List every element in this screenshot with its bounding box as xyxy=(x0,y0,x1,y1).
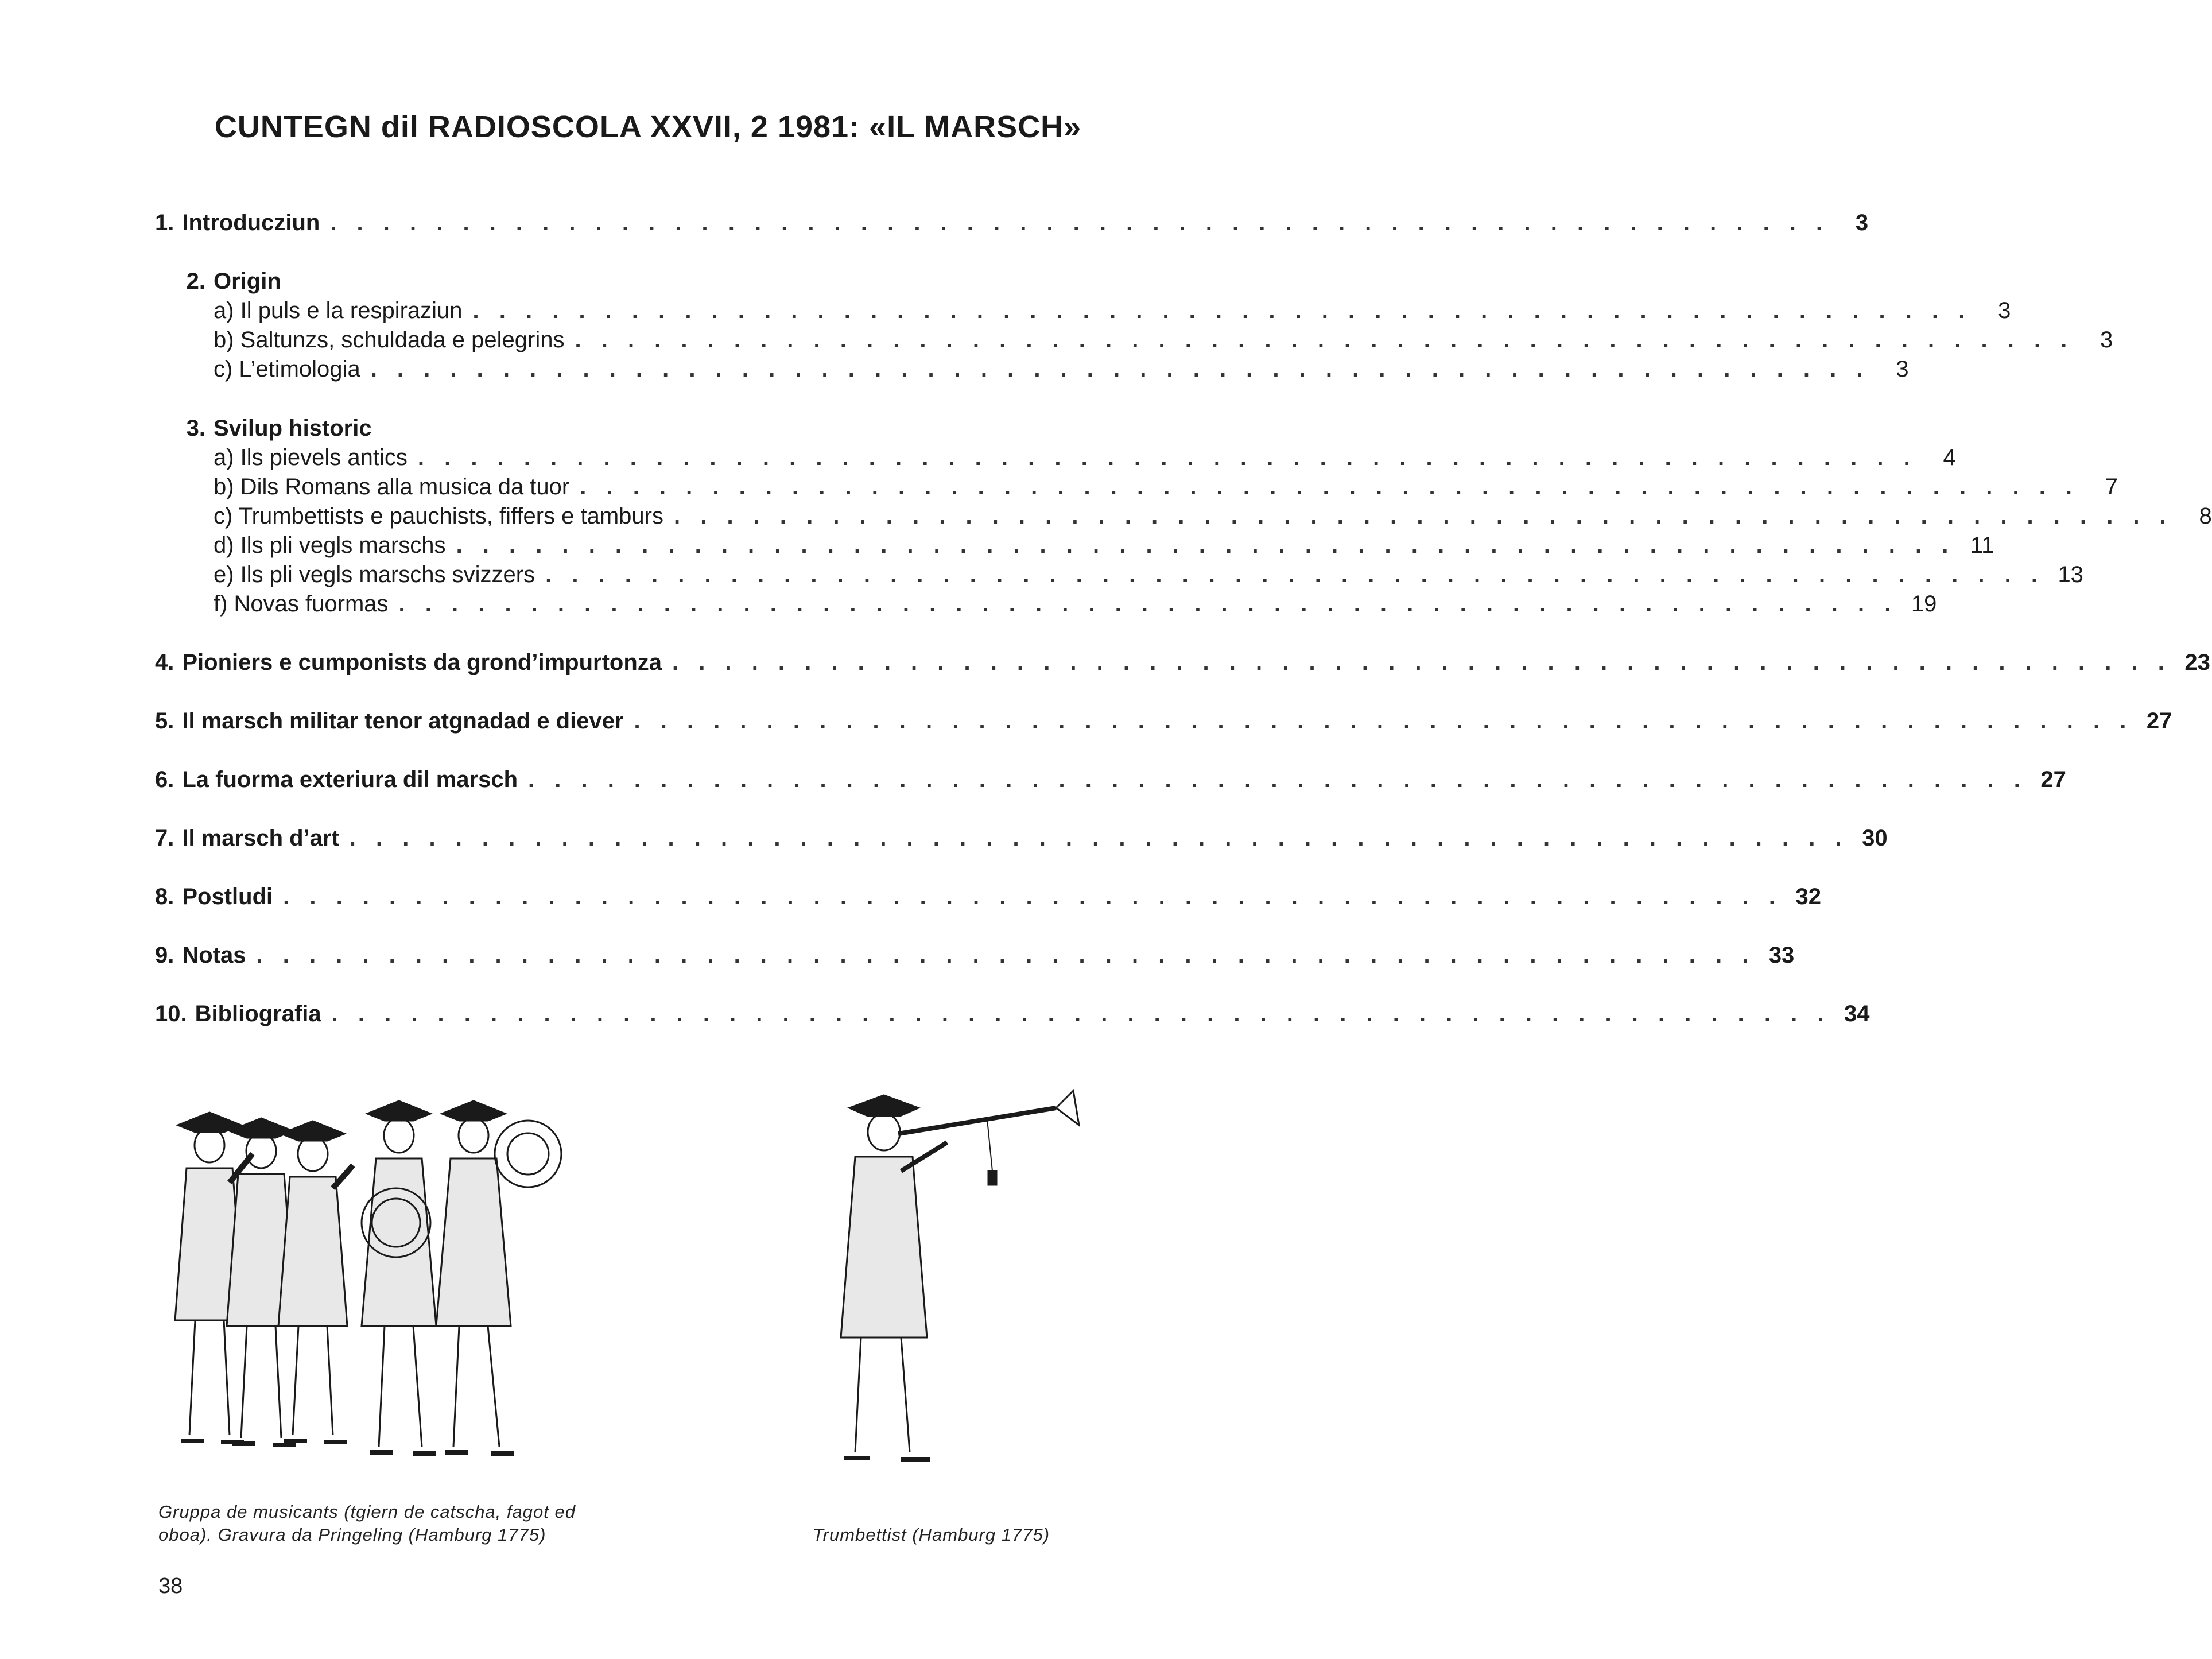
dot-leader: . . . . . . . . . . . . . . . . . . . . . . . . . . . . . . . . . . . . . . . . . . . . . . . . . . . . . . . . . xyxy=(672,650,2171,675)
musician-figure xyxy=(278,1121,353,1442)
musician-figure xyxy=(362,1101,436,1453)
toc-entry xyxy=(155,705,2172,737)
toc-subentry-label: a) Il puls e la respiraziun xyxy=(214,298,463,323)
dot-leader: . . . . . . . . . . . . . . . . . . . . . . . . . . . . . . . . . . . . . . . . . . . . . . . . . . . . . . . . . xyxy=(331,1001,1831,1026)
toc-entry-label: Il marsch d’art xyxy=(182,825,339,851)
dot-leader: . . . . . . . . . . . . . . . . . . . . . . . . . . . . . . . . . . . . . . . . . . . . . . . . . . . . . . . . . xyxy=(456,533,1955,558)
dot-leader: . . . . . . . . . . . . . . . . . . . . . . . . . . . . . . . . . . . . . . . . . . . . . . . . . . . . . . . . . xyxy=(634,708,2133,734)
toc-entry-number: 7. xyxy=(155,825,174,851)
dot-leader: . . . . . . . . . . . . . . . . . . . . . . . . . . . . . . . . . . . . . . . . . . . . . . . . . . . . . . . . . xyxy=(417,445,1917,470)
musician-figure xyxy=(436,1101,561,1453)
dot-leader: . . . . . . . . . . . . . . . . . . . . . . . . . . . . . . . . . . . . . . . . . . . . . . . . . . . . . . . . . xyxy=(545,562,2044,587)
toc-subentry xyxy=(214,500,2212,532)
toc-entry-label: Introducziun xyxy=(182,210,320,235)
toc-entry-label: Origin xyxy=(214,269,281,294)
toc-subentry-label: a) Ils pievels antics xyxy=(214,445,408,470)
toc-entry-page: 34 xyxy=(1844,1001,1870,1026)
toc-entry-page: 4 xyxy=(1943,445,1956,470)
toc-entry-number: 5. xyxy=(155,708,174,734)
toc-entry-page: 32 xyxy=(1795,884,1821,909)
toc-entry xyxy=(155,412,1165,444)
toc-entry-number: 9. xyxy=(155,943,174,968)
toc-subentry xyxy=(214,294,2011,327)
dot-leader: . . . . . . . . . . . . . . . . . . . . . . . . . . . . . . . . . . . . . . . . . . . . . . . . . . . . . . . . . xyxy=(370,356,1870,382)
toc-entry xyxy=(155,998,1870,1030)
toc-entry-number: 4. xyxy=(155,650,174,675)
toc-entry xyxy=(155,207,1869,239)
toc-entry-label: La fuorma exteriura dil marsch xyxy=(182,767,518,792)
musicians-group-engraving xyxy=(155,1091,614,1481)
toc-subentry-label: f) Novas fuormas xyxy=(214,591,389,617)
toc-subentry xyxy=(214,324,2113,356)
dot-leader: . . . . . . . . . . . . . . . . . . . . . . . . . . . . . . . . . . . . . . . . . . . . . . . . . . . . . . . . . xyxy=(256,943,1756,968)
toc-entry-page: 27 xyxy=(2146,708,2172,734)
toc-entry xyxy=(155,265,1165,297)
toc-entry-number: 6. xyxy=(155,767,174,792)
toc-entry xyxy=(155,763,2066,796)
dot-leader: . . . . . . . . . . . . . . . . . . . . . . . . . . . . . . . . . . . . . . . . . . . . . . . . . . . . . . . . . xyxy=(330,210,1830,235)
toc-entry-number: 10. xyxy=(155,1001,187,1026)
toc-subentry xyxy=(214,588,1937,620)
toc-entry-page: 11 xyxy=(1970,533,1994,558)
toc-subentry-label: c) Trumbettists e pauchists, fiffers e tamburs xyxy=(214,503,663,529)
toc-subentry xyxy=(214,441,1956,474)
toc-entry xyxy=(155,881,1821,913)
toc-entry-number: 3. xyxy=(186,416,205,441)
toc-entry-page: 8 xyxy=(2199,503,2212,529)
toc-entry-page: 30 xyxy=(1862,825,1888,851)
dot-leader: . . . . . . . . . . . . . . . . . . . . . . . . . . . . . . . . . . . . . . . . . . . . . . . . . . . . . . . . . xyxy=(673,503,2173,529)
toc-entry-label: Bibliografia xyxy=(195,1001,321,1026)
dot-leader: . . . . . . . . . . . . . . . . . . . . . . . . . . . . . . . . . . . . . . . . . . . . . . . . . . . . . . . . . xyxy=(580,474,2079,499)
toc-entry-number: 8. xyxy=(155,884,174,909)
toc-subentry-label: b) Saltunzs, schuldada e pelegrins xyxy=(214,327,565,352)
toc-subentry xyxy=(214,353,1909,385)
dot-leader: . . . . . . . . . . . . . . . . . . . . . . . . . . . . . . . . . . . . . . . . . . . . . . . . . . . . . . . . . xyxy=(283,884,1782,909)
figure-caption-right: Trumbettist (Hamburg 1775) xyxy=(813,1525,1050,1545)
toc-entry-page: 19 xyxy=(1911,591,1937,617)
toc-entry-page: 3 xyxy=(1998,298,2011,323)
toc-entry-label: Postludi xyxy=(182,884,273,909)
toc-subentry-label: e) Ils pli vegls marschs svizzers xyxy=(214,562,535,587)
dot-leader: . . . . . . . . . . . . . . . . . . . . . . . . . . . . . . . . . . . . . . . . . . . . . . . . . . . . . . . . . xyxy=(349,825,1849,851)
toc-entry-page: 23 xyxy=(2184,650,2210,675)
toc-entry-number: 2. xyxy=(186,269,205,294)
dot-leader: . . . . . . . . . . . . . . . . . . . . . . . . . . . . . . . . . . . . . . . . . . . . . . . . . . . . . . . . . xyxy=(472,298,1972,323)
toc-entry-page: 3 xyxy=(1855,210,1869,235)
toc-entry-page: 27 xyxy=(2040,767,2066,792)
toc-subentry xyxy=(214,471,2118,503)
toc-entry-page: 3 xyxy=(1896,356,1909,382)
toc-subentry-label: b) Dils Romans alla musica da tuor xyxy=(214,474,570,499)
toc-entry-label: Notas xyxy=(182,943,246,968)
page-number: 38 xyxy=(158,1574,183,1598)
toc-entry-label: Il marsch militar tenor atgnadad e diever xyxy=(182,708,624,734)
toc-subentry xyxy=(214,559,2083,591)
page-title: CUNTEGN dil RADIOSCOLA XXVII, 2 1981: «IL MARSCH» xyxy=(214,110,1082,144)
caption-line: oboa). Gravura da Pringeling (Hamburg 1775) xyxy=(158,1525,546,1545)
toc-entry xyxy=(155,822,1888,854)
toc-entry-page: 33 xyxy=(1768,943,1795,968)
toc-subentry-label: c) L’etimologia xyxy=(214,356,360,382)
dot-leader: . . . . . . . . . . . . . . . . . . . . . . . . . . . . . . . . . . . . . . . . . . . . . . . . . . . . . . . . . xyxy=(575,327,2074,352)
toc-subentry xyxy=(214,529,1994,561)
toc-entry-page: 3 xyxy=(2100,327,2113,352)
toc-entry-page: 13 xyxy=(2058,562,2083,587)
dot-leader: . . . . . . . . . . . . . . . . . . . . . . . . . . . . . . . . . . . . . . . . . . . . . . . . . . . . . . . . . xyxy=(398,591,1898,617)
toc-entry xyxy=(155,939,1795,971)
toc-entry-label: Pioniers e cumponists da grond’impurtonza xyxy=(182,650,662,675)
caption-line: Gruppa de musicants (tgiern de catscha, fagot ed xyxy=(158,1502,576,1522)
dot-leader: . . . . . . . . . . . . . . . . . . . . . . . . . . . . . . . . . . . . . . . . . . . . . . . . . . . . . . . . . xyxy=(528,767,2027,792)
toc-entry-page: 7 xyxy=(2105,474,2118,499)
figure-caption-left xyxy=(158,1501,675,1546)
toc-entry-number: 1. xyxy=(155,210,174,235)
trumpeter-engraving xyxy=(815,1085,1091,1481)
toc-entry-label: Svilup historic xyxy=(214,416,372,441)
toc-subentry-label: d) Ils pli vegls marschs xyxy=(214,533,446,558)
toc-entry xyxy=(155,646,2210,679)
